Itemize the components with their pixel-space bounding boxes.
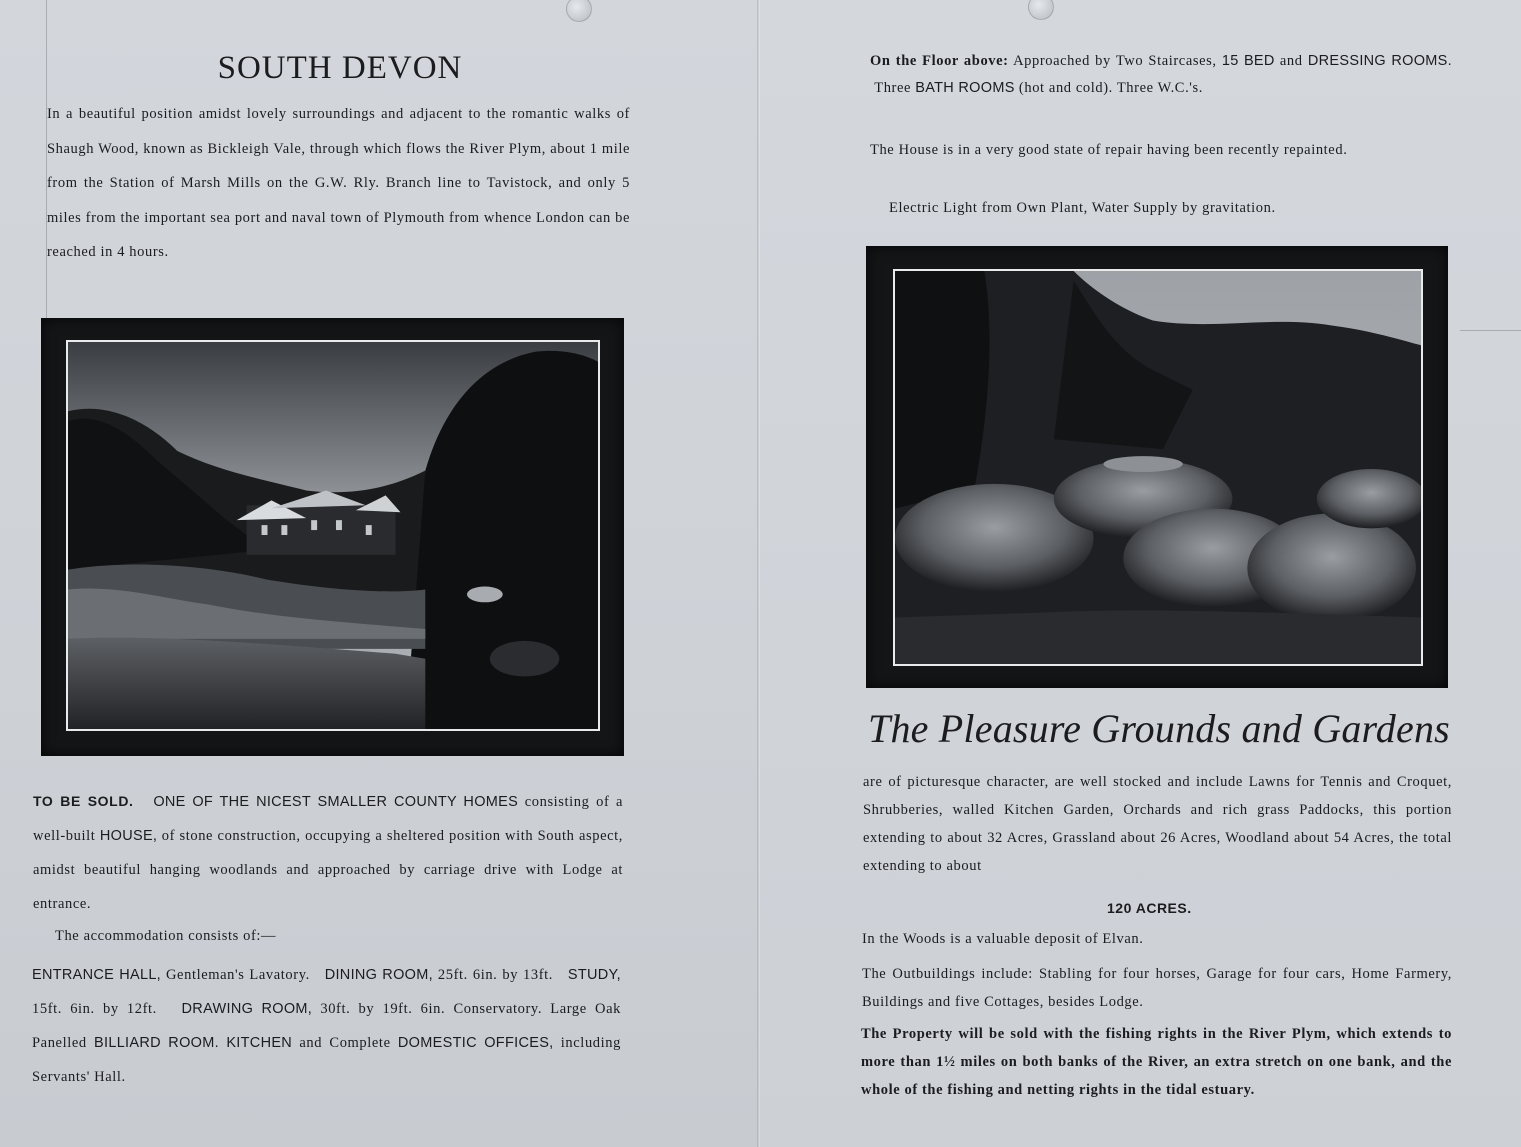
outbuildings-paragraph: The Outbuildings include: Stabling for four horses, Garage for four cars, Home Farmery, Buildings and five Cottages, besides Lodge. bbox=[862, 966, 1452, 1010]
sale-caps-2: HOUSE, bbox=[99, 828, 158, 844]
room-drawing-detail: 30ft. by 19ft. 6in. Conservatory. Large Oak Panelled bbox=[32, 1001, 621, 1051]
sale-lead: TO BE SOLD. bbox=[33, 793, 134, 809]
accommodation-list bbox=[32, 958, 621, 1094]
sale-text-1: consisting of a well-built bbox=[33, 794, 624, 844]
page-edge-line bbox=[1460, 330, 1521, 331]
upper-floor-bath: BATH ROOMS bbox=[915, 80, 1015, 96]
house-photo-image bbox=[68, 342, 598, 729]
room-domestic: DOMESTIC OFFICES, bbox=[397, 1035, 554, 1051]
gardens-photo bbox=[893, 269, 1423, 666]
sale-caps-1: ONE OF THE NICEST SMALLER COUNTY HOMES bbox=[153, 794, 519, 810]
room-study: STUDY, bbox=[567, 967, 621, 983]
upper-floor-text-4: (hot and cold). Three W.C.'s. bbox=[1018, 80, 1203, 96]
gardens-paragraph: are of picturesque character, are well stocked and include Lawns for Tennis and Croquet, Shrubberies, walled Kitchen Garden, Orchards and rich grass Paddocks, this portion extending to about 32 Acres, Grassland about 26 Acres, Woodland about 54 Acres, the total extending to about bbox=[863, 774, 1452, 874]
woods-paragraph: In the Woods is a valuable deposit of Elvan. bbox=[862, 931, 1144, 947]
left-page bbox=[0, 0, 760, 1147]
house-photo-frame bbox=[41, 318, 624, 756]
total-acres: 120 ACRES. bbox=[1107, 900, 1192, 916]
room-dining-detail: 25ft. 6in. by 13ft. bbox=[437, 967, 554, 983]
upper-floor-lead: On the Floor above: bbox=[870, 53, 1009, 69]
upper-floor-bed: 15 BED bbox=[1221, 53, 1275, 69]
sale-paragraph bbox=[33, 784, 623, 921]
accommodation-intro: The accommodation consists of:— bbox=[55, 928, 277, 944]
utilities-paragraph: Electric Light from Own Plant, Water Supply by gravitation. bbox=[889, 200, 1276, 216]
room-entrance-hall-detail: Gentleman's Lavatory. bbox=[165, 967, 310, 983]
fishing-rights-paragraph: The Property will be sold with the fishing rights in the River Plym, which extends to more than 1½ miles on both banks of the River, an extra stretch on one bank, and the whole of the fishing and netting rights in the tidal estuary. bbox=[861, 1026, 1452, 1098]
punch-hole bbox=[566, 0, 592, 22]
intro-paragraph: In a beautiful position amidst lovely surroundings and adjacent to the romantic walks of Shaugh Wood, known as Bickleigh Vale, through which flows the River Plym, about 1 mile from the Station of Marsh Mills on the G.W. Rly. Branch line to Tavistock, and only 5 miles from the important sea port and naval town of Plymouth from whence London can be reached in 4 hours. bbox=[47, 106, 630, 260]
gardens-photo-frame bbox=[866, 246, 1448, 688]
upper-floor-text-3: Three bbox=[874, 80, 912, 96]
upper-floor-text-2: and bbox=[1279, 53, 1303, 69]
room-billiard-detail: and Complete bbox=[299, 1035, 391, 1051]
upper-floor-paragraph bbox=[870, 48, 1452, 102]
punch-hole bbox=[1028, 0, 1054, 20]
house-photo bbox=[66, 340, 600, 731]
page-title: SOUTH DEVON bbox=[217, 50, 463, 86]
gardens-heading: The Pleasure Grounds and Gardens bbox=[868, 706, 1450, 751]
room-drawing: DRAWING ROOM, bbox=[181, 1001, 313, 1017]
room-dining: DINING ROOM, bbox=[324, 967, 433, 983]
upper-floor-dressing: DRESSING ROOMS. bbox=[1307, 53, 1452, 69]
room-entrance-hall: ENTRANCE HALL, bbox=[32, 967, 162, 983]
room-billiard: BILLIARD ROOM. KITCHEN bbox=[94, 1035, 293, 1051]
room-domestic-detail: including Servants' Hall. bbox=[32, 1035, 621, 1085]
gardens-photo-image bbox=[895, 271, 1421, 664]
repair-paragraph: The House is in a very good state of repair having been recently repainted. bbox=[870, 142, 1348, 158]
room-study-detail: 15ft. 6in. by 12ft. bbox=[32, 1001, 157, 1017]
sale-text-2: of stone construction, occupying a sheltered position with South aspect, amidst beautiful hanging woodlands and approached by carriage drive with Lodge at entrance. bbox=[33, 828, 623, 912]
upper-floor-text-1: Approached by Two Staircases, bbox=[1013, 53, 1217, 69]
